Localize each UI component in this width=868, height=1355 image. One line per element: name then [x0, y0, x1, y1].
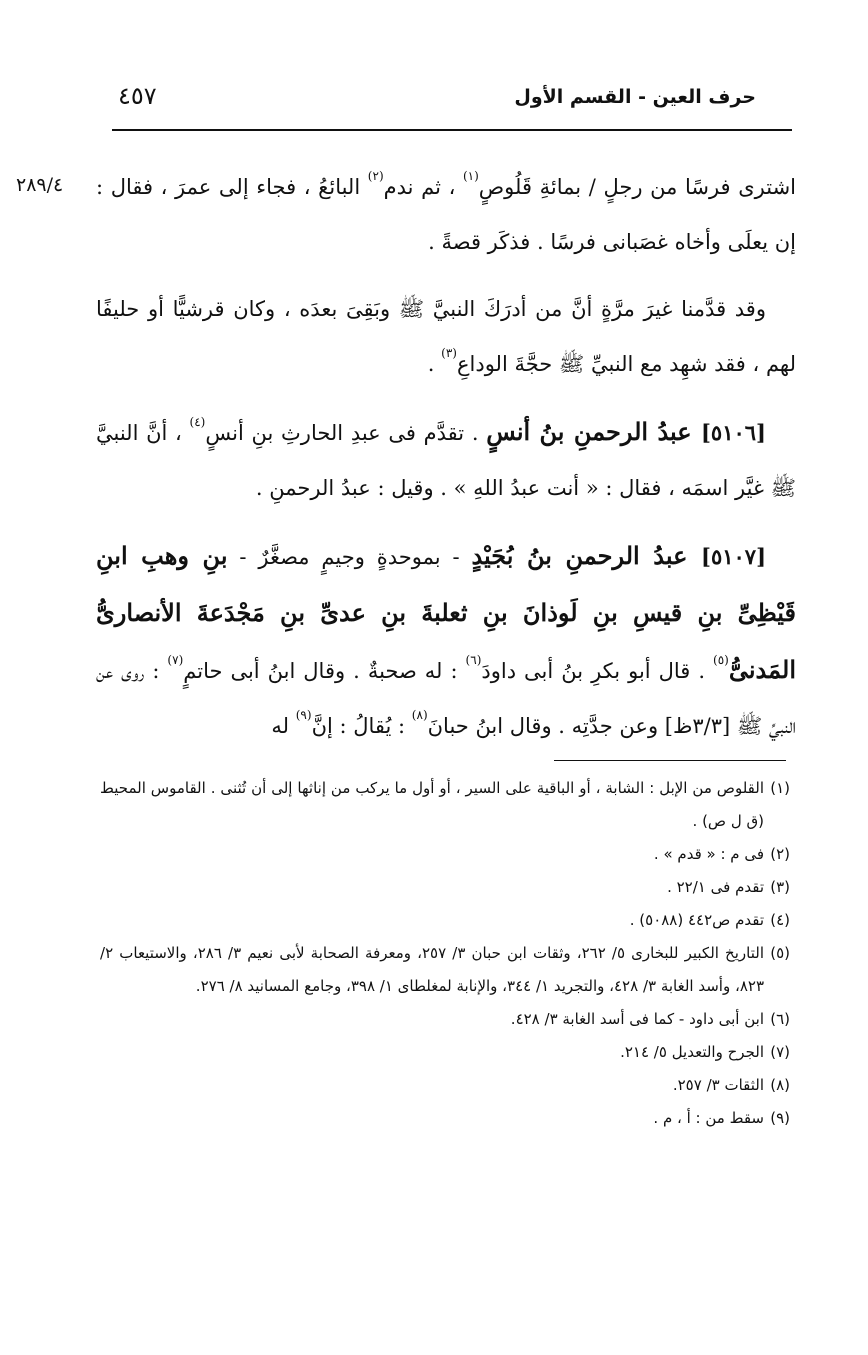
footnote-ref: (٩): [295, 708, 312, 722]
entry-name: عبدُ الرحمنِ بنُ بُجَيْدٍ: [471, 541, 702, 570]
footnote-5: (٥)التاريخ الكبير للبخارى ٥/ ٢٦٢، وثقات ابن حبان ٣/ ٢٥٧، ومعرفة الصحابة لأبى نعيم ٣/ ٢٨٦، والاستيعاب ٢/ ٨٢٣، وأسد الغابة ٣/ ٤٢٨، والتجريد ١/ ٣٤٤، والإنابة لمغلطاى ١/ ٣٩٨، وجامع المسانيد ٨/ ٢٧٦.: [100, 944, 790, 995]
footnote-ref: (٧): [167, 653, 184, 667]
footnote-rule: [554, 760, 786, 761]
entry-name: عبدُ الرحمنِ بنُ أنسٍ: [486, 417, 701, 446]
footnote-6: (٦)ابن أبى داود - كما فى أسد الغابة ٣/ ٤٢٨.: [510, 1010, 790, 1028]
footnote-ref: (٥): [713, 653, 729, 667]
footnote-ref: (٤): [189, 415, 206, 429]
footnote-ref: (١): [462, 169, 479, 183]
entry-5106: [٥١٠٦] عبدُ الرحمنِ بنُ أنسٍ . تقدَّم فى عبدِ الحارثِ بنِ أنسٍ$^{(٤)}$ ، أنَّ النبيَّ ﷺ غيَّر اسمَه ، فقال : « أنت عبدُ اللهِ » . وقيل : عبدُ الرحمنِ .: [96, 415, 796, 500]
footnote-ref: (٨): [411, 708, 428, 722]
footnotes: [100, 772, 790, 1135]
chapter-title: حرف العين - القسم الأول: [514, 86, 756, 108]
footnote-8: (٨)الثقات ٣/ ٢٥٧.: [672, 1076, 790, 1094]
running-header: [112, 74, 792, 124]
footnote-7: (٧)الجرح والتعديل ٥/ ٢١٤.: [620, 1043, 790, 1061]
main-text: [96, 160, 796, 766]
page-number: ٤٥٧: [118, 82, 157, 110]
paragraph-1: اشترى فرسًا من رجلٍ / بمائةِ قَلُوصٍ$^{(١)}$ ، ثم ندم$^{(٢)}$ البائعُ ، فجاء إلى عمرَ ، فقال : إن يعلَى وأخاه غصَبانى فرسًا . فذكَر قصةً .: [96, 169, 797, 254]
footnote-1: (١)القلوص من الإبل : الشابة ، أو الباقية على السير ، أو أول ما يركب من إناثها إلى أن تُثنى . القاموس المحيط (ق ل ص) .: [100, 779, 790, 830]
footnote-ref: (٣): [441, 346, 457, 360]
footnote-ref: (٦): [465, 653, 482, 667]
entry-number: [٥١٠٧]: [701, 544, 767, 569]
paragraph-2: وقد قدَّمنا غيرَ مرَّةٍ أنَّ من أدرَكَ النبيَّ ﷺ وبَقِىَ بعدَه ، وكان قرشيًّا أو حليفًا لهم ، فقد شهِد مع النبيِّ ﷺ حجَّةَ الوداعِ$^{(٣)}$ .: [96, 297, 796, 376]
margin-reference: ٢٨٩/٤: [16, 174, 64, 196]
footnote-9: (٩)سقط من : أ ، م .: [653, 1109, 790, 1127]
entry-5107: [٥١٠٧] عبدُ الرحمنِ بنُ بُجَيْدٍ - بموحدةٍ وجيمٍ مصغَّرٌ - بنِ وهبِ ابنِ قَيْظِىِّ بنِ قيسِ بنِ لَوذانَ بنِ ثعلبةَ بنِ عدىِّ بنِ مَجْدَعةَ الأنصارىُّ المَدنىُّ$^{(٥)}$ . قال أبو بكرِ بنُ أبى داودَ$^{(٦)}$ : له صحبةٌ . وقال ابنُ أبى حاتمٍ$^{(٧)}$ : روى عن النبيِّ ﷺ [٣/٣ظ] وعن جدَّتِه . وقال ابنُ حبانَ$^{(٨)}$ : يُقالُ : إنَّ$^{(٩)}$ له: [96, 541, 796, 738]
entry-lineage: بنِ وهبِ ابنِ قَيْظِىِّ بنِ قيسِ بنِ لَوذانَ بنِ ثعلبةَ بنِ عدىِّ بنِ مَجْدَعةَ الأنصارىُّ المَدنىُّ: [96, 541, 796, 684]
header-rule: [112, 129, 792, 131]
footnote-ref: (٢): [367, 169, 384, 183]
footnote-2: (٢)فى م : « قدم » .: [653, 845, 790, 863]
entry-number: [٥١٠٦]: [700, 420, 766, 445]
footnote-4: (٤)تقدم ص٤٤٢ (٥٠٨٨) .: [629, 911, 790, 929]
footnote-3: (٣)تقدم فى ٢٢/١ .: [667, 878, 790, 896]
